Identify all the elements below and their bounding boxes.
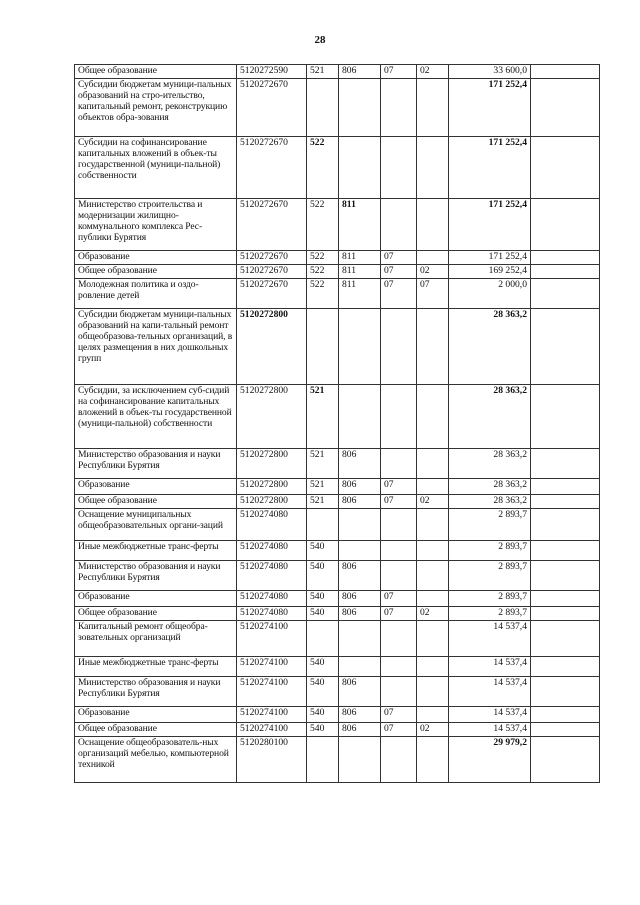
- item-name-cell: Образование: [75, 707, 237, 723]
- subsection-code-cell: [417, 199, 449, 251]
- table-row: [75, 621, 600, 657]
- subsection-code-cell: [417, 677, 449, 707]
- subsection-code-cell: 02: [417, 265, 449, 279]
- table-row: [75, 737, 600, 783]
- ministry-code-cell: 811: [339, 199, 381, 251]
- target-article-cell: 5120272670: [237, 79, 307, 137]
- ministry-code-cell: 806: [339, 723, 381, 737]
- target-article-cell: 5120274100: [237, 657, 307, 677]
- target-article-cell: 5120272800: [237, 479, 307, 495]
- item-name-cell: Оснащение муниципальных общеобразовательных органи-заций: [75, 509, 237, 541]
- ministry-code-cell: [339, 621, 381, 657]
- target-article-cell: 5120274100: [237, 723, 307, 737]
- subsection-code-cell: 07: [417, 279, 449, 309]
- item-name-cell: Министерство образования и науки Республики Бурятия: [75, 561, 237, 591]
- item-name-cell: Субсидии бюджетам муници-пальных образований на капи-тальный ремонт общеобразова-тельных организаций, в целях размещения в них дошкольных групп: [75, 309, 237, 385]
- target-article-cell: 5120274080: [237, 607, 307, 621]
- empty-cell: [531, 737, 600, 783]
- subsection-code-cell: [417, 79, 449, 137]
- item-name-cell: Образование: [75, 591, 237, 607]
- target-article-cell: 5120272670: [237, 279, 307, 309]
- subsection-code-cell: [417, 137, 449, 199]
- item-name-cell: Образование: [75, 479, 237, 495]
- item-name-cell: Министерство образования и науки Республики Бурятия: [75, 449, 237, 479]
- ministry-code-cell: [339, 657, 381, 677]
- table-row: [75, 591, 600, 607]
- item-name-cell: Образование: [75, 251, 237, 265]
- item-name-cell: Молодежная политика и оздо-ровление детей: [75, 279, 237, 309]
- section-code-cell: [381, 137, 417, 199]
- item-name-cell: Общее образование: [75, 495, 237, 509]
- expense-type-cell: 540: [307, 723, 339, 737]
- budget-table-body: [75, 65, 600, 783]
- amount-cell: 171 252,4: [449, 251, 531, 265]
- table-row: [75, 707, 600, 723]
- expense-type-cell: 540: [307, 541, 339, 561]
- section-code-cell: [381, 509, 417, 541]
- expense-type-cell: [307, 621, 339, 657]
- item-name-cell: Субсидии на софинансирование капитальных вложений в объек-ты государственной (муници-пальной) собственности: [75, 137, 237, 199]
- empty-cell: [531, 541, 600, 561]
- ministry-code-cell: [339, 385, 381, 449]
- section-code-cell: [381, 79, 417, 137]
- expense-type-cell: 521: [307, 385, 339, 449]
- empty-cell: [531, 199, 600, 251]
- table-row: [75, 479, 600, 495]
- subsection-code-cell: [417, 657, 449, 677]
- item-name-cell: Оснащение общеобразователь-ных организаций мебелью, компьютерной техникой: [75, 737, 237, 783]
- empty-cell: [531, 495, 600, 509]
- table-row: [75, 251, 600, 265]
- item-name-cell: Общее образование: [75, 265, 237, 279]
- table-row: [75, 279, 600, 309]
- ministry-code-cell: 806: [339, 495, 381, 509]
- amount-cell: 2 893,7: [449, 591, 531, 607]
- section-code-cell: [381, 449, 417, 479]
- amount-cell: 28 363,2: [449, 449, 531, 479]
- target-article-cell: 5120272800: [237, 495, 307, 509]
- section-code-cell: [381, 541, 417, 561]
- target-article-cell: 5120274080: [237, 591, 307, 607]
- target-article-cell: 5120274100: [237, 621, 307, 657]
- table-row: [75, 677, 600, 707]
- table-row: [75, 541, 600, 561]
- amount-cell: 2 000,0: [449, 279, 531, 309]
- section-code-cell: [381, 309, 417, 385]
- target-article-cell: 5120272670: [237, 137, 307, 199]
- ministry-code-cell: [339, 541, 381, 561]
- ministry-code-cell: 806: [339, 591, 381, 607]
- section-code-cell: [381, 385, 417, 449]
- budget-table: [74, 64, 600, 783]
- empty-cell: [531, 723, 600, 737]
- subsection-code-cell: 02: [417, 723, 449, 737]
- target-article-cell: 5120272800: [237, 309, 307, 385]
- empty-cell: [531, 79, 600, 137]
- section-code-cell: 07: [381, 265, 417, 279]
- subsection-code-cell: [417, 479, 449, 495]
- section-code-cell: 07: [381, 251, 417, 265]
- section-code-cell: 07: [381, 279, 417, 309]
- target-article-cell: 5120274080: [237, 541, 307, 561]
- expense-type-cell: 521: [307, 495, 339, 509]
- ministry-code-cell: 806: [339, 449, 381, 479]
- amount-cell: 2 893,7: [449, 541, 531, 561]
- expense-type-cell: 540: [307, 561, 339, 591]
- amount-cell: 29 979,2: [449, 737, 531, 783]
- item-name-cell: Капитальный ремонт общеобра-зовательных организаций: [75, 621, 237, 657]
- amount-cell: 28 363,2: [449, 385, 531, 449]
- ministry-code-cell: [339, 309, 381, 385]
- expense-type-cell: 522: [307, 199, 339, 251]
- section-code-cell: 07: [381, 723, 417, 737]
- table-row: [75, 607, 600, 621]
- section-code-cell: 07: [381, 479, 417, 495]
- ministry-code-cell: [339, 737, 381, 783]
- target-article-cell: 5120272670: [237, 265, 307, 279]
- ministry-code-cell: 811: [339, 251, 381, 265]
- amount-cell: 14 537,4: [449, 707, 531, 723]
- item-name-cell: Иные межбюджетные транс-ферты: [75, 657, 237, 677]
- empty-cell: [531, 385, 600, 449]
- amount-cell: 2 893,7: [449, 561, 531, 591]
- table-row: [75, 723, 600, 737]
- empty-cell: [531, 65, 600, 79]
- empty-cell: [531, 279, 600, 309]
- amount-cell: 2 893,7: [449, 509, 531, 541]
- expense-type-cell: 521: [307, 65, 339, 79]
- section-code-cell: [381, 199, 417, 251]
- ministry-code-cell: 806: [339, 479, 381, 495]
- target-article-cell: 5120274080: [237, 509, 307, 541]
- amount-cell: 169 252,4: [449, 265, 531, 279]
- table-row: [75, 495, 600, 509]
- subsection-code-cell: [417, 309, 449, 385]
- ministry-code-cell: 806: [339, 607, 381, 621]
- item-name-cell: Субсидии бюджетам муници-пальных образований на стро-ительство, капитальный ремонт, реконструкцию объектов обра-зования: [75, 79, 237, 137]
- expense-type-cell: 521: [307, 479, 339, 495]
- amount-cell: 2 893,7: [449, 607, 531, 621]
- subsection-code-cell: 02: [417, 607, 449, 621]
- empty-cell: [531, 449, 600, 479]
- target-article-cell: 5120272800: [237, 385, 307, 449]
- ministry-code-cell: 806: [339, 561, 381, 591]
- table-row: [75, 561, 600, 591]
- amount-cell: 28 363,2: [449, 495, 531, 509]
- section-code-cell: 07: [381, 607, 417, 621]
- ministry-code-cell: [339, 79, 381, 137]
- expense-type-cell: 522: [307, 265, 339, 279]
- section-code-cell: [381, 657, 417, 677]
- expense-type-cell: 522: [307, 251, 339, 265]
- empty-cell: [531, 591, 600, 607]
- table-row: [75, 65, 600, 79]
- item-name-cell: Субсидии, за исключением суб-сидий на софинансирование капитальных вложений в объек-ты государственной (муници-пальной) собственности: [75, 385, 237, 449]
- table-row: [75, 79, 600, 137]
- table-row: [75, 509, 600, 541]
- target-article-cell: 5120272670: [237, 251, 307, 265]
- section-code-cell: [381, 677, 417, 707]
- target-article-cell: 5120272590: [237, 65, 307, 79]
- expense-type-cell: 540: [307, 707, 339, 723]
- empty-cell: [531, 621, 600, 657]
- empty-cell: [531, 251, 600, 265]
- table-row: [75, 385, 600, 449]
- expense-type-cell: 540: [307, 677, 339, 707]
- empty-cell: [531, 707, 600, 723]
- amount-cell: 171 252,4: [449, 79, 531, 137]
- subsection-code-cell: [417, 591, 449, 607]
- expense-type-cell: 540: [307, 657, 339, 677]
- target-article-cell: 5120274080: [237, 561, 307, 591]
- amount-cell: 171 252,4: [449, 137, 531, 199]
- ministry-code-cell: 811: [339, 279, 381, 309]
- expense-type-cell: 522: [307, 137, 339, 199]
- amount-cell: 171 252,4: [449, 199, 531, 251]
- amount-cell: 14 537,4: [449, 657, 531, 677]
- section-code-cell: [381, 561, 417, 591]
- empty-cell: [531, 309, 600, 385]
- table-row: [75, 449, 600, 479]
- expense-type-cell: [307, 737, 339, 783]
- empty-cell: [531, 265, 600, 279]
- expense-type-cell: 540: [307, 607, 339, 621]
- table-row: [75, 309, 600, 385]
- empty-cell: [531, 561, 600, 591]
- subsection-code-cell: 02: [417, 495, 449, 509]
- ministry-code-cell: [339, 137, 381, 199]
- expense-type-cell: [307, 509, 339, 541]
- table-row: [75, 265, 600, 279]
- amount-cell: 14 537,4: [449, 621, 531, 657]
- expense-type-cell: [307, 79, 339, 137]
- section-code-cell: [381, 621, 417, 657]
- target-article-cell: 5120280100: [237, 737, 307, 783]
- item-name-cell: Общее образование: [75, 607, 237, 621]
- subsection-code-cell: [417, 449, 449, 479]
- subsection-code-cell: [417, 385, 449, 449]
- empty-cell: [531, 137, 600, 199]
- subsection-code-cell: 02: [417, 65, 449, 79]
- amount-cell: 14 537,4: [449, 677, 531, 707]
- ministry-code-cell: 806: [339, 65, 381, 79]
- expense-type-cell: 521: [307, 449, 339, 479]
- subsection-code-cell: [417, 737, 449, 783]
- table-row: [75, 657, 600, 677]
- target-article-cell: 5120272800: [237, 449, 307, 479]
- item-name-cell: Министерство строительства и модернизации жилищно-коммунального комплекса Рес-публики Бурятия: [75, 199, 237, 251]
- empty-cell: [531, 607, 600, 621]
- section-code-cell: 07: [381, 65, 417, 79]
- ministry-code-cell: 806: [339, 707, 381, 723]
- section-code-cell: 07: [381, 591, 417, 607]
- target-article-cell: 5120274100: [237, 707, 307, 723]
- amount-cell: 14 537,4: [449, 723, 531, 737]
- section-code-cell: [381, 737, 417, 783]
- item-name-cell: Общее образование: [75, 723, 237, 737]
- section-code-cell: 07: [381, 707, 417, 723]
- subsection-code-cell: [417, 621, 449, 657]
- item-name-cell: Министерство образования и науки Республики Бурятия: [75, 677, 237, 707]
- item-name-cell: Иные межбюджетные транс-ферты: [75, 541, 237, 561]
- empty-cell: [531, 677, 600, 707]
- target-article-cell: 5120272670: [237, 199, 307, 251]
- subsection-code-cell: [417, 541, 449, 561]
- ministry-code-cell: [339, 509, 381, 541]
- target-article-cell: 5120274100: [237, 677, 307, 707]
- amount-cell: 28 363,2: [449, 479, 531, 495]
- expense-type-cell: [307, 309, 339, 385]
- empty-cell: [531, 479, 600, 495]
- amount-cell: 33 600,0: [449, 65, 531, 79]
- page-number: 28: [314, 34, 326, 46]
- subsection-code-cell: [417, 561, 449, 591]
- expense-type-cell: 522: [307, 279, 339, 309]
- subsection-code-cell: [417, 251, 449, 265]
- table-row: [75, 199, 600, 251]
- section-code-cell: 07: [381, 495, 417, 509]
- empty-cell: [531, 657, 600, 677]
- ministry-code-cell: 811: [339, 265, 381, 279]
- subsection-code-cell: [417, 707, 449, 723]
- amount-cell: 28 363,2: [449, 309, 531, 385]
- table-row: [75, 137, 600, 199]
- item-name-cell: Общее образование: [75, 65, 237, 79]
- empty-cell: [531, 509, 600, 541]
- subsection-code-cell: [417, 509, 449, 541]
- expense-type-cell: 540: [307, 591, 339, 607]
- ministry-code-cell: 806: [339, 677, 381, 707]
